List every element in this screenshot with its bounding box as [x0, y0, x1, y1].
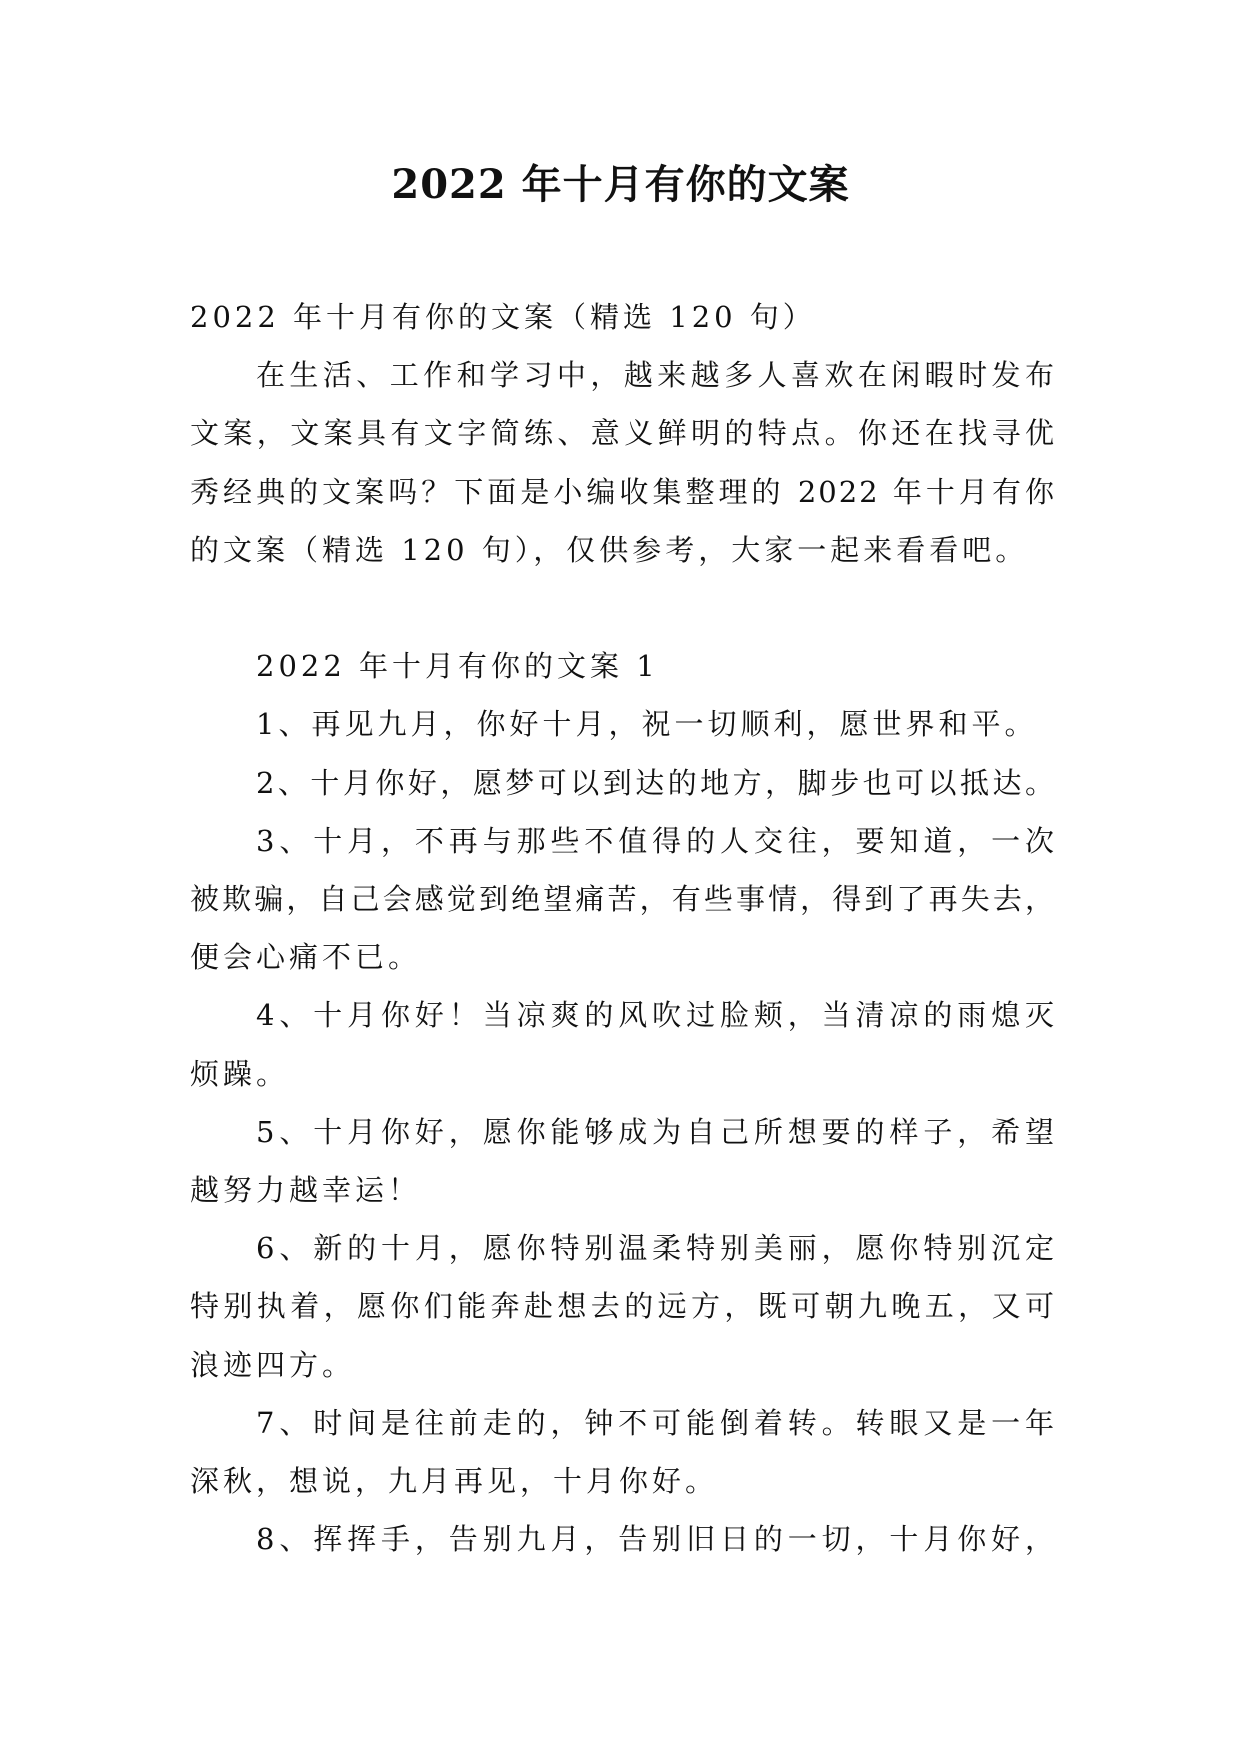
quote-line: 8、挥挥手，告别九月，告别旧日的一切，十月你好， — [256, 1522, 1056, 1556]
quote-line: 烦躁。 — [190, 1057, 290, 1091]
quote-line: 1、再见九月，你好十月，祝一切顺利，愿世界和平。 — [256, 707, 1038, 741]
quote-line: 深秋，想说，九月再见，十月你好。 — [190, 1464, 719, 1498]
section-heading: 2022 年十月有你的文案 1 — [256, 649, 659, 683]
quote-line: 特别执着，愿你们能奔赴想去的远方，既可朝九晚五，又可 — [190, 1289, 1056, 1323]
intro-line: 的文案（精选 120 句），仅供参考，大家一起来看看吧。 — [190, 533, 1029, 567]
intro-line: 文案，文案具有文字简练、意义鲜明的特点。你还在找寻优 — [190, 416, 1056, 450]
quote-line: 浪迹四方。 — [190, 1348, 356, 1382]
quote-line: 越努力越幸运！ — [190, 1173, 422, 1207]
document-title: 2022 年十月有你的文案 — [391, 161, 850, 208]
quote-line: 5、十月你好，愿你能够成为自己所想要的样子，希望 — [256, 1115, 1056, 1149]
intro-line: 在生活、工作和学习中，越来越多人喜欢在闲暇时发布 — [256, 358, 1056, 392]
quote-line: 7、时间是往前走的，钟不可能倒着转。转眼又是一年 — [256, 1406, 1056, 1440]
document-subtitle: 2022 年十月有你的文案（精选 120 句） — [190, 300, 816, 334]
quote-line: 6、新的十月，愿你特别温柔特别美丽，愿你特别沉定 — [256, 1231, 1056, 1265]
quote-line: 便会心痛不已。 — [190, 940, 422, 974]
quote-line: 4、十月你好！当凉爽的风吹过脸颊，当清凉的雨熄灭 — [256, 998, 1056, 1032]
quote-line: 被欺骗，自己会感觉到绝望痛苦，有些事情，得到了再失去， — [190, 882, 1056, 916]
quote-line: 3、十月，不再与那些不值得的人交往，要知道，一次 — [256, 824, 1056, 858]
quote-line: 2、十月你好，愿梦可以到达的地方，脚步也可以抵达。 — [256, 766, 1056, 800]
intro-line: 秀经典的文案吗？下面是小编收集整理的 2022 年十月有你 — [190, 475, 1056, 509]
